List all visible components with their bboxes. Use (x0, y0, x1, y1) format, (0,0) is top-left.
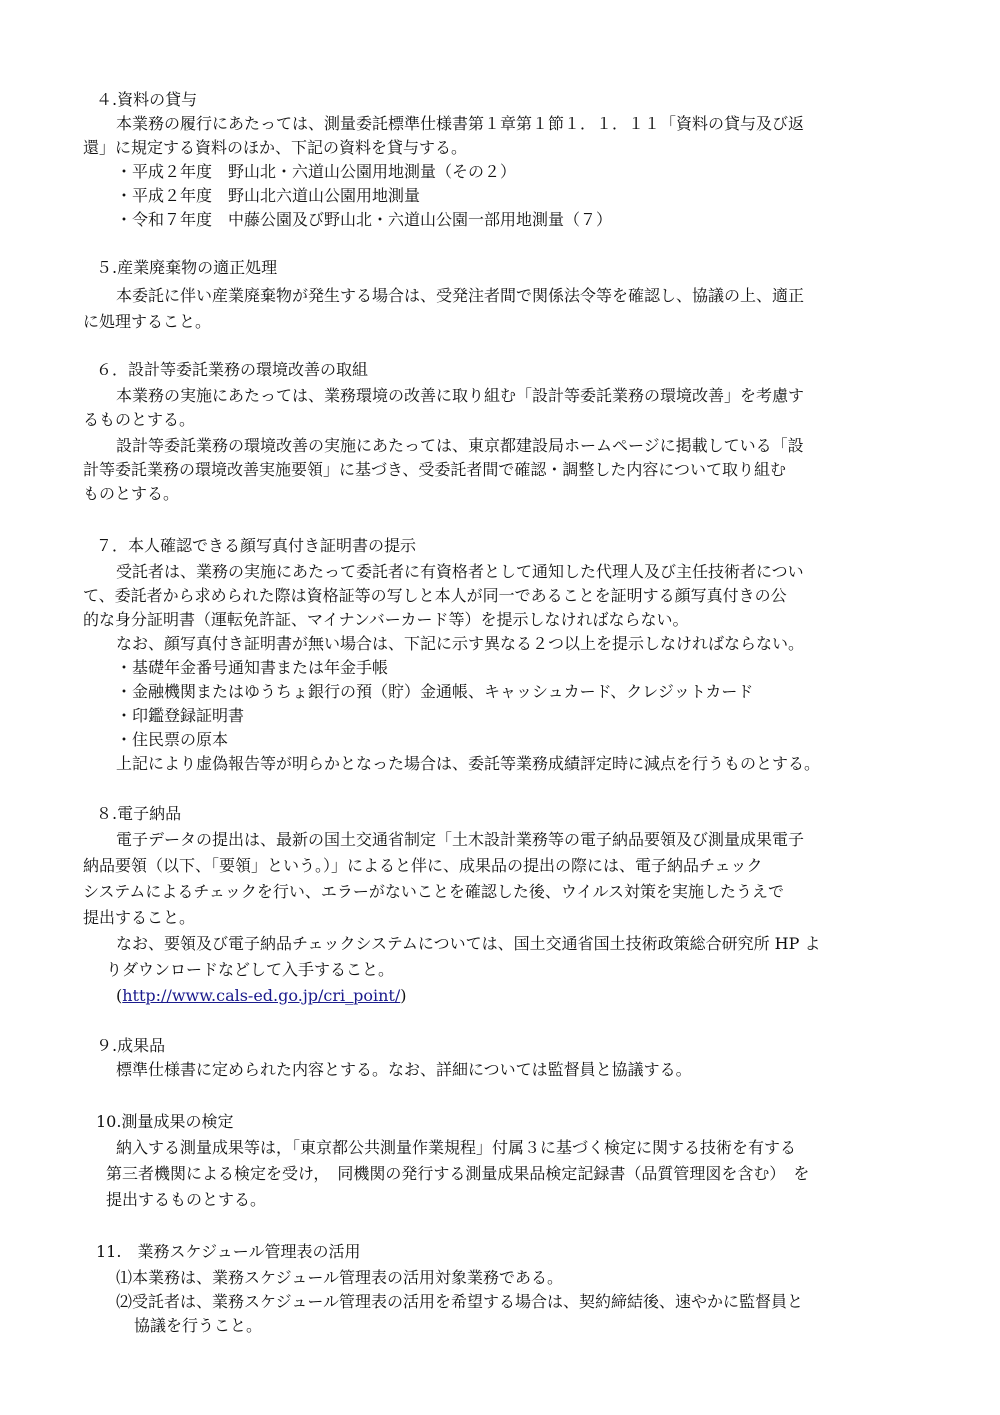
section-10-paragraph-line: 第三者機関による検定を受け， 同機関の発行する測量成果品検定記録書（品質管理図を含む） を (106, 1164, 810, 1183)
section-4-paragraph-line: 還」に規定する資料のほか、下記の資料を貸与する。 (83, 138, 468, 157)
section-11-heading: 11. 業務スケジュール管理表の活用 (96, 1242, 361, 1261)
section-6-paragraph-line: 本業務の実施にあたっては、業務環境の改善に取り組む「設計等委託業務の環境改善」を考慮す (116, 386, 805, 405)
list-item: ⑵受託者は、業務スケジュール管理表の活用を希望する場合は、契約締結後、速やかに監督員と (116, 1292, 804, 1311)
section-8-paragraph-line: なお、要領及び電子納品チェックシステムについては、国土交通省国土技術政策総合研究所 HP よ (116, 934, 821, 953)
section-7-paragraph-line: なお、顔写真付き証明書が無い場合は、下記に示す異なる２つ以上を提示しなければならない。 (116, 634, 805, 653)
section-6-paragraph-line: ものとする。 (83, 484, 180, 503)
list-item: ⑴本業務は、業務スケジュール管理表の活用対象業務である。 (116, 1268, 564, 1287)
list-item: ・住民票の原本 (116, 730, 229, 749)
list-item: ・金融機関またはゆうちょ銀行の預（貯）金通帳、キャッシュカード、クレジットカード (116, 682, 754, 701)
section-7-paragraph-line: 的な身分証明書（運転免許証、マイナンバーカード等）を提示しなければならない。 (83, 610, 689, 629)
url-close-paren: ) (400, 986, 407, 1005)
section-10-paragraph-line: 提出するものとする。 (106, 1190, 267, 1209)
section-4-heading: ４.資料の貸与 (96, 90, 198, 109)
url-line (116, 984, 407, 1008)
list-item: ・令和７年度 中藤公園及び野山北・六道山公園一部用地測量（７） (116, 210, 613, 229)
section-6-heading: ６．設計等委託業務の環境改善の取組 (96, 360, 369, 379)
section-7-paragraph-line: て、委託者から求められた際は資格証等の写しと本人が同一であることを証明する顔写真付きの公 (83, 586, 787, 605)
section-5-paragraph-line: 本委託に伴い産業廃棄物が発生する場合は、受発注者間で関係法令等を確認し、協議の上、適正 (116, 286, 805, 305)
list-item: ・平成２年度 野山北六道山公園用地測量 (116, 186, 421, 205)
section-10-heading: 10.測量成果の検定 (96, 1112, 234, 1131)
section-8-paragraph-line: 電子データの提出は、最新の国土交通省制定「土木設計業務等の電子納品要領及び測量成果電子 (116, 830, 805, 849)
section-9-heading: ９.成果品 (96, 1036, 166, 1055)
section-6-paragraph-line: 計等委託業務の環境改善実施要領」に基づき、受委託者間で確認・調整した内容について取り組む (83, 460, 787, 479)
section-7-paragraph-line: 上記により虚偽報告等が明らかとなった場合は、委託等業務成績評定時に減点を行うものとする。 (116, 754, 821, 773)
section-5-heading: ５.産業廃棄物の適正処理 (96, 258, 278, 277)
section-5-paragraph-line: に処理すること。 (83, 312, 212, 331)
section-8-paragraph-line: システムによるチェックを行い、エラーがないことを確認した後、ウイルス対策を実施したうえで (83, 882, 784, 901)
url-open-paren: ( (116, 986, 123, 1005)
section-10-paragraph-line: 納入する測量成果等は，「東京都公共測量作業規程」付属３に基づく検定に関する技術を有する (116, 1138, 797, 1157)
section-7-heading: ７．本人確認できる顔写真付き証明書の提示 (96, 536, 417, 555)
section-8-heading: ８.電子納品 (96, 804, 182, 823)
section-9-paragraph-line: 標準仕様書に定められた内容とする。なお、詳細については監督員と協議する。 (116, 1060, 692, 1079)
section-8-paragraph-line: 提出すること。 (83, 908, 196, 927)
list-item: ・印鑑登録証明書 (116, 706, 245, 725)
section-6-paragraph-line: 設計等委託業務の環境改善の実施にあたっては、東京都建設局ホームページに掲載している「設 (116, 436, 804, 455)
list-item: ・基礎年金番号通知書または年金手帳 (116, 658, 389, 677)
section-4-paragraph-line: 本業務の履行にあたっては、測量委託標準仕様書第１章第１節１．１．１１「資料の貸与及び返 (116, 114, 805, 133)
section-7-paragraph-line: 受託者は、業務の実施にあたって委託者に有資格者として通知した代理人及び主任技術者につい (116, 562, 804, 581)
list-item: ・平成２年度 野山北・六道山公園用地測量（その２） (116, 162, 517, 181)
cals-ed-link[interactable]: http://www.cals-ed.go.jp/cri_point/ (122, 986, 401, 1005)
section-6-paragraph-line: るものとする。 (83, 410, 196, 429)
section-8-paragraph-line: りダウンロードなどして入手すること。 (106, 960, 395, 979)
list-item-continuation: 協議を行うこと。 (134, 1316, 263, 1335)
section-8-paragraph-line: 納品要領（以下、「要領」という。）」によると伴に、成果品の提出の際には、電子納品チェック (83, 856, 763, 875)
